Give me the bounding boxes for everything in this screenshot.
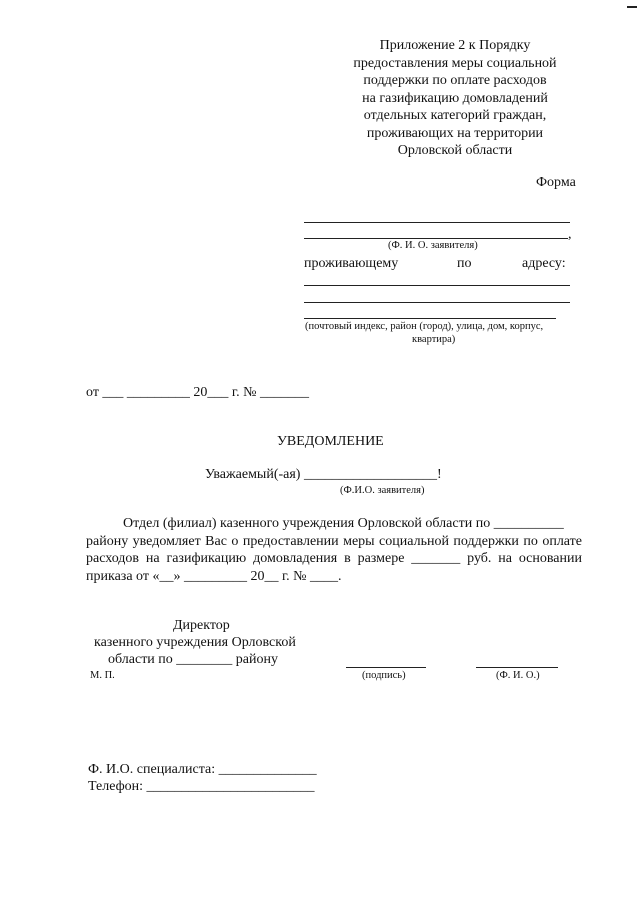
specialist-name: Ф. И.О. специалиста: ______________: [88, 762, 317, 777]
annex-header: [330, 37, 580, 160]
address-line: [304, 302, 570, 303]
address-caption: (почтовый индекс, район (город), улица, дом, корпус,: [305, 321, 544, 332]
notice-line: району уведомляет Вас о предоставлении меры социальной поддержки по оплате: [86, 533, 582, 549]
corner-mark: [627, 6, 637, 8]
notice-line: расходов на газификацию домовладения в размере _______ руб. на основании: [86, 551, 582, 566]
signature-caption: (подпись): [362, 670, 406, 681]
annex-line: Приложение 2 к Порядку: [379, 38, 531, 53]
notice-title: УВЕДОМЛЕНИЕ: [277, 434, 384, 449]
annex-line: Орловской области: [397, 143, 513, 158]
district-label: области по ________ району: [108, 652, 278, 667]
residing-label-mid: по: [457, 256, 472, 271]
annex-line: отдельных категорий граждан,: [363, 108, 547, 123]
address-line: [304, 285, 570, 286]
residing-label-left: проживающему: [304, 256, 399, 271]
annex-line: на газификацию домовладений: [362, 90, 548, 106]
residing-label-right: адресу:: [522, 256, 566, 271]
notice-line: Отдел (филиал) казенного учреждения Орловской области по __________: [123, 516, 564, 531]
address-caption: квартира): [412, 334, 456, 345]
greeting: Уважаемый(-ая) ___________________!: [205, 467, 442, 482]
form-label: Форма: [536, 175, 576, 190]
applicant-name-line: [304, 238, 568, 239]
annex-line: поддержки по оплате расходов: [363, 73, 547, 88]
specialist-phone: Телефон: ________________________: [88, 779, 315, 794]
greeting-caption: (Ф.И.О. заявителя): [340, 485, 425, 496]
director-label: Директор: [173, 618, 230, 633]
document-date-line: от ___ _________ 20___ г. № _______: [86, 385, 309, 400]
stamp-label: М. П.: [90, 670, 115, 681]
annex-line: проживающих на территории: [366, 125, 544, 141]
full-name-caption: (Ф. И. О.): [496, 670, 540, 681]
full-name-line: [476, 667, 558, 668]
notice-line: приказа от «__» _________ 20__ г. № ____.: [86, 568, 342, 584]
applicant-name-caption: (Ф. И. О. заявителя): [388, 240, 478, 251]
address-line: [304, 318, 556, 319]
comma-mark: ,: [568, 227, 572, 242]
signature-line: [346, 667, 426, 668]
annex-line: предоставления меры социальной: [353, 55, 557, 71]
institution-label: казенного учреждения Орловской: [94, 635, 296, 650]
applicant-name-line: [304, 222, 570, 223]
notice-body: [86, 515, 582, 585]
